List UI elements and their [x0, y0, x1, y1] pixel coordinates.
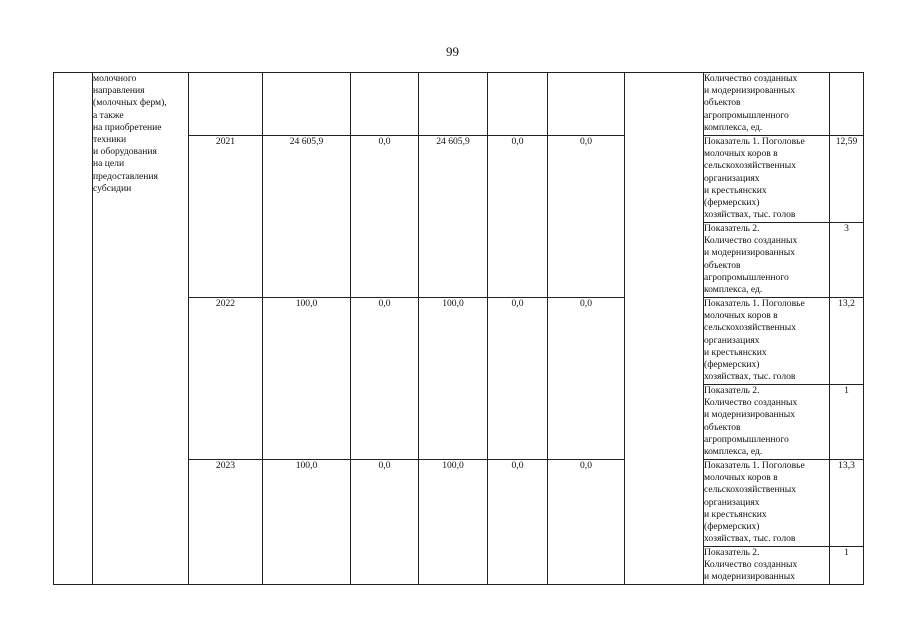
total-cell: 100,0	[263, 460, 351, 585]
page-number: 99	[446, 44, 459, 59]
indicator-cell: Показатель 2. Количество созданных и модернизированных объектов агропромышленного комплекса, ед.	[704, 223, 830, 298]
description-cell: молочного направления (молочных ферм), а также на приобретение техники и оборудования на цели предоставления субсидии	[93, 73, 189, 585]
indicator-value-cell: 1	[830, 385, 864, 460]
table-row-continuation	[54, 73, 864, 136]
funding-cell: 0,0	[488, 298, 548, 460]
indicator-cell: Показатель 2. Количество созданных и модернизированных объектов агропромышленного комплекса, ед.	[704, 385, 830, 460]
year-cell	[189, 73, 263, 136]
funding-cell	[419, 73, 488, 136]
year-cell: 2023	[189, 460, 263, 585]
funding-cell: 0,0	[488, 136, 548, 298]
total-cell: 24 605,9	[263, 136, 351, 298]
indicator-value-cell: 1	[830, 547, 864, 585]
program-table	[53, 72, 864, 585]
total-cell: 100,0	[263, 298, 351, 460]
funding-cell: 0,0	[351, 460, 419, 585]
executor-cell	[625, 73, 704, 585]
funding-cell	[488, 73, 548, 136]
total-cell	[263, 73, 351, 136]
funding-cell: 0,0	[351, 298, 419, 460]
funding-cell: 0,0	[351, 136, 419, 298]
funding-cell: 0,0	[488, 460, 548, 585]
indicator-cell: Показатель 1. Поголовье молочных коров в сельскохозяйственных организациях и крестьянских (фермерских) хозяйствах, тыс. голов	[704, 460, 830, 547]
indicator-value-cell: 13,3	[830, 460, 864, 547]
indicator-cell: Показатель 1. Поголовье молочных коров в сельскохозяйственных организациях и крестьянских (фермерских) хозяйствах, тыс. голов	[704, 298, 830, 385]
indicator-value-cell: 13,2	[830, 298, 864, 385]
indicator-cell: Показатель 2. Количество созданных и модернизированных	[704, 547, 830, 585]
indicator-cell: Количество созданных и модернизированных объектов агропромышленного комплекса, ед.	[704, 73, 830, 136]
funding-cell: 0,0	[548, 460, 625, 585]
year-cell: 2022	[189, 298, 263, 460]
year-cell: 2021	[189, 136, 263, 298]
funding-cell: 100,0	[419, 298, 488, 460]
number-cell	[54, 73, 93, 585]
indicator-value-cell: 3	[830, 223, 864, 298]
indicator-value-cell	[830, 73, 864, 136]
indicator-cell: Показатель 1. Поголовье молочных коров в сельскохозяйственных организациях и крестьянских (фермерских) хозяйствах, тыс. голов	[704, 136, 830, 223]
funding-cell: 0,0	[548, 136, 625, 298]
funding-cell	[548, 73, 625, 136]
indicator-value-cell: 12,59	[830, 136, 864, 223]
funding-cell: 100,0	[419, 460, 488, 585]
funding-cell: 24 605,9	[419, 136, 488, 298]
funding-cell	[351, 73, 419, 136]
funding-cell: 0,0	[548, 298, 625, 460]
